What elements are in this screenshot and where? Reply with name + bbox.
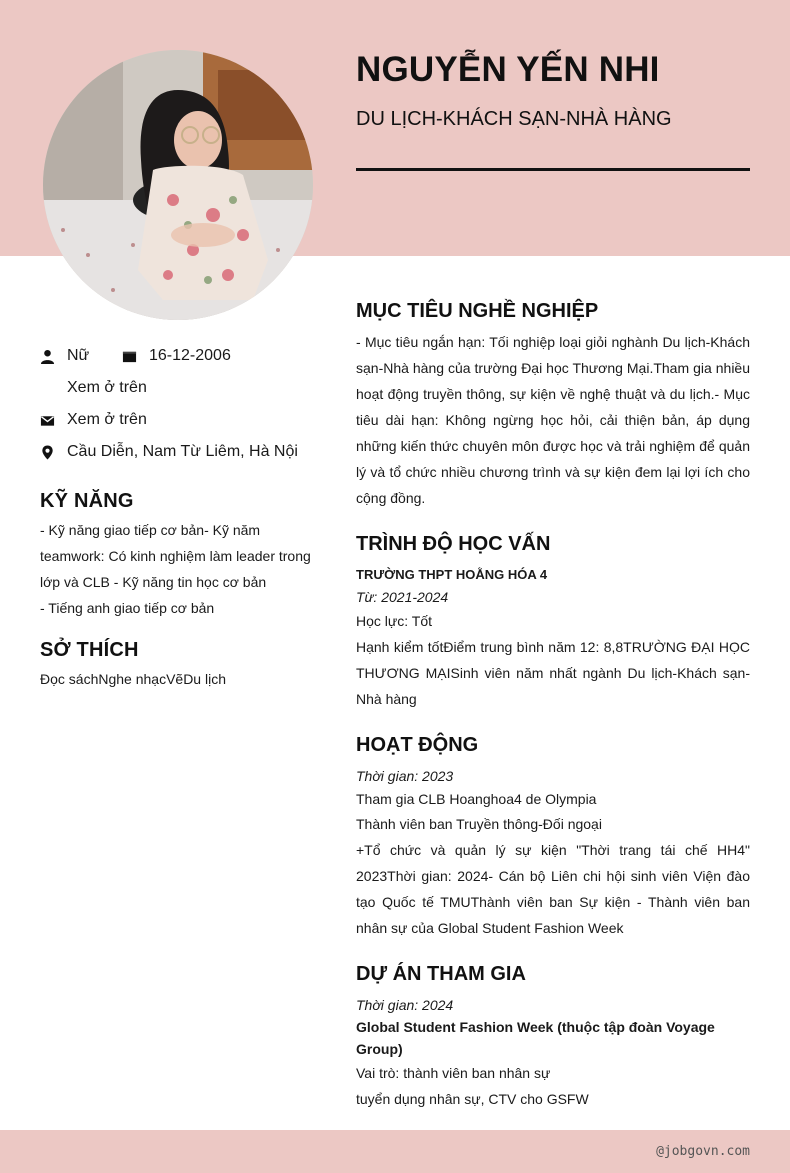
education-period: Từ: 2021-2024 — [356, 589, 449, 605]
candidate-name: NGUYỄN YẾN NHI — [356, 50, 660, 89]
project-name: Global Student Fashion Week (thuộc tập đoàn Voyage Group) — [356, 1019, 715, 1057]
education-section — [356, 533, 750, 712]
education-title: TRÌNH ĐỘ HỌC VẤN — [356, 533, 551, 555]
school-name: TRƯỜNG THPT HOẰNG HÓA 4 — [356, 567, 548, 582]
address-row — [40, 436, 320, 468]
phone-row — [40, 372, 320, 404]
email-row — [40, 404, 320, 436]
hobbies-text: Đọc sáchNghe nhạcVẽDu lịch — [40, 671, 226, 687]
profile-photo — [43, 50, 313, 320]
objective-section — [356, 300, 750, 511]
education-grade: Học lực: Tốt — [356, 613, 433, 629]
calendar-icon — [122, 349, 149, 364]
skills-line-1: - Kỹ năng giao tiếp cơ bản- Kỹ năm teamwork: Có kinh nghiệm làm leader trong lớp và CLB - Kỹ năng tin học cơ bản — [40, 522, 311, 590]
project-role: Vai trò: thành viên ban nhân sự — [356, 1065, 551, 1081]
birthdate-value: 16-12-2006 — [149, 347, 231, 364]
projects-section — [356, 963, 750, 1112]
person-icon — [40, 349, 67, 364]
title-divider — [356, 168, 750, 171]
left-column — [40, 340, 320, 692]
gender-value: Nữ — [67, 347, 90, 364]
gender-item — [40, 347, 122, 365]
email-value: Xem ở trên — [67, 411, 147, 428]
activities-line-1: Tham gia CLB Hoanghoa4 de Olympia — [356, 791, 597, 807]
skills-title: KỸ NĂNG — [40, 490, 134, 512]
location-pin-icon — [40, 445, 67, 460]
activities-details: +Tổ chức và quản lý sự kiện "Thời trang tái chế HH4" 2023Thời gian: 2024- Cán bộ Liên chi hội sinh viên Viện đào tạo Quốc tế TMUThành viên ban Sự kiện - Thành viên ban nhân sự của Global Student Fashion Week — [356, 842, 750, 936]
activities-section — [356, 734, 750, 941]
objective-text: - Mục tiêu ngắn hạn: Tối nghiệp loại giỏi nghành Du lịch-Khách sạn-Nhà hàng của trường Đại học Thương Mại.Tham gia nhiều hoạt động truyền thông, sự kiện về nghệ thuật và du lịch.- Mục tiêu dài hạn: Không ngừng học hỏi, cải thiện bản, áp dụng những kiến thức chuyên môn được học và trải nghiệm để quản lý và tổ chức nhiều chương trình và sự kiện đem lại lợi ích cho cộng đồng. — [356, 334, 750, 506]
project-tasks: tuyển dụng nhân sự, CTV cho GSFW — [356, 1091, 589, 1107]
phone-value: Xem ở trên — [67, 379, 147, 396]
hobbies-title: SỞ THÍCH — [40, 639, 139, 661]
projects-period: Thời gian: 2024 — [356, 997, 454, 1013]
address-value: Cầu Diễn, Nam Từ Liêm, Hà Nội — [67, 443, 298, 460]
activities-title: HOẠT ĐỘNG — [356, 734, 479, 756]
right-column — [356, 300, 750, 1112]
job-title: DU LỊCH-KHÁCH SẠN-NHÀ HÀNG — [356, 108, 672, 130]
projects-title: DỰ ÁN THAM GIA — [356, 963, 526, 985]
objective-title: MỤC TIÊU NGHỀ NGHIỆP — [356, 300, 599, 322]
activities-period: Thời gian: 2023 — [356, 768, 454, 784]
footer-watermark: @jobgovn.com — [656, 1144, 750, 1159]
gender-birthdate-row — [40, 340, 320, 372]
education-details: Hạnh kiểm tốtĐiểm trung bình năm 12: 8,8TRƯỜNG ĐẠI HỌC THƯƠNG MẠISinh viên năm nhất ngành Du lịch-Khách sạn-Nhà hàng — [356, 639, 750, 707]
mail-icon — [40, 413, 67, 428]
skills-line-2: - Tiếng anh giao tiếp cơ bản — [40, 600, 215, 616]
activities-line-2: Thành viên ban Truyền thông-Đối ngoại — [356, 816, 602, 832]
